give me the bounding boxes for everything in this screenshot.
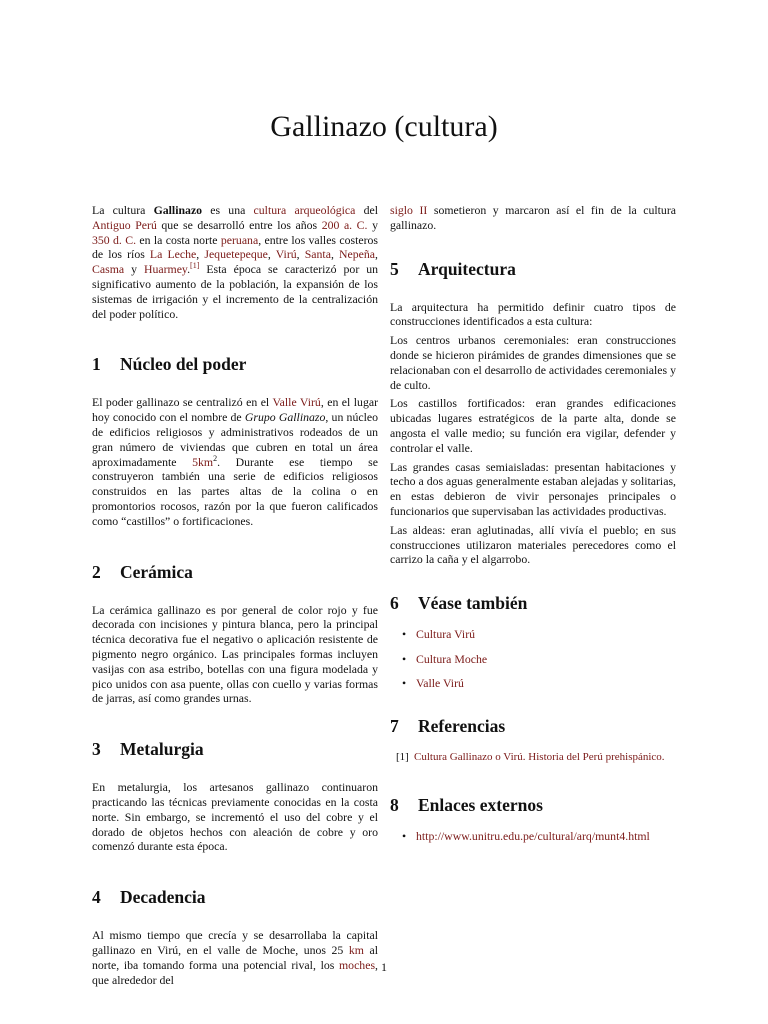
list-item: [390, 652, 676, 667]
intro-bold-gallinazo: Gallinazo: [153, 203, 203, 217]
section-heading-enlaces: [390, 795, 676, 815]
intro-text: , entre los valles costeros de los ríos: [92, 232, 379, 262]
intro-text: La cultura: [92, 203, 154, 217]
link-casma[interactable]: Casma: [92, 262, 125, 277]
section-title: Véase también: [418, 593, 528, 614]
section-ceramica-paragraph: La cerámica gallinazo es por general de color rojo y fue decorada con incisiones y pintura blanca, pero la principal técnica decorativa fue el negativo o aplicación resistente de pigmento negro orgánico. Las principales formas incluyen vasijas con asa estribo, botellas con una figura modelada y pico unidos con asa puente, ollas con cuello y varias formas de jarras, así como grandes urnas.: [92, 602, 378, 706]
paragraph-text: , en el lugar hoy conocido con el nombre de: [92, 395, 379, 425]
page-number: 1: [381, 960, 387, 974]
section-decadencia-paragraph-part2: [390, 203, 676, 233]
link-valle-viru-see-also[interactable]: Valle Virú: [416, 675, 464, 690]
section-number: 2: [92, 561, 101, 582]
link-5km[interactable]: 5km: [192, 454, 214, 469]
link-200-ac[interactable]: 200 a. C.: [321, 217, 368, 232]
list-item: [390, 676, 676, 691]
section-title: Metalurgia: [120, 739, 204, 760]
intro-text: y: [367, 217, 378, 232]
link-350-dc[interactable]: 350 d. C.: [92, 232, 137, 247]
paragraph-text: sometieron y marcaron así el fin de la cultura gallinazo.: [390, 203, 676, 232]
reference-number: [1]: [396, 750, 409, 763]
arquitectura-paragraph: Los centros urbanos ceremoniales: eran construcciones donde se hicieron pirámides de grandes dimensiones que se relacionaban con el desarrollo de actividades ceremoniales y de culto.: [390, 333, 676, 392]
paragraph-text: , que alrededor del: [92, 957, 378, 987]
section-number: 6: [390, 593, 399, 614]
link-nepena[interactable]: Nepeña: [339, 247, 376, 262]
section-number: 8: [390, 794, 399, 815]
intro-text: que se desarrolló entre los años: [156, 217, 322, 232]
right-column: [390, 203, 676, 853]
italic-grupo-gallinazo: Grupo Gallinazo: [244, 410, 326, 425]
section-metalurgia-paragraph: En metalurgia, los artesanos gallinazo continuaron practicando las técnicas previamente conocidas en la costa norte. Sin embargo, se incrementó el uso del cobre y el dorado de objetos hechos con aleación de cobre y oro comenzó durante esta época.: [92, 780, 378, 854]
link-cultura-arqueologica[interactable]: cultura arqueológica: [253, 203, 356, 217]
link-jequetepeque[interactable]: Jequetepeque: [204, 247, 268, 262]
section-decadencia-paragraph-part1: [92, 928, 378, 987]
link-valle-viru[interactable]: Valle Virú: [272, 395, 321, 410]
intro-text: y: [124, 262, 144, 277]
intro-separator: ,: [330, 247, 340, 262]
paragraph-text: al norte, iba tomando forma una potencial rival, los: [92, 942, 379, 972]
see-also-list: [390, 627, 676, 691]
link-km[interactable]: km: [348, 942, 364, 957]
intro-paragraph: [92, 203, 378, 321]
intro-separator: ,: [375, 247, 378, 262]
superscript-2: 2: [213, 453, 218, 463]
link-santa[interactable]: Santa: [304, 247, 331, 262]
section-number: 4: [92, 887, 101, 908]
link-viru[interactable]: Virú: [275, 247, 297, 262]
section-number: 7: [390, 715, 399, 736]
arquitectura-paragraph: Las aldeas: eran aglutinadas, allí vivía el pueblo; en sus construcciones utilizaron materiales perecedores como el carrizo la caña y el algarrobo.: [390, 522, 676, 567]
section-title: Enlaces externos: [418, 794, 543, 815]
section-heading-decadencia: [92, 887, 378, 907]
section-heading-nucleo: [92, 354, 378, 374]
arquitectura-paragraph: La arquitectura ha permitido definir cuatro tipos de construcciones identificados a esta cultura:: [390, 299, 676, 329]
external-link-unitru[interactable]: http://www.unitru.edu.pe/cultural/arq/munt4.html: [416, 828, 650, 843]
intro-text: .: [187, 262, 191, 277]
intro-text: del: [355, 203, 379, 217]
paragraph-text: Al mismo tiempo que crecía y se desarrollaba la capital gallinazo en Virú, en el valle de Moche, unos 25: [92, 928, 378, 957]
reference-item: [390, 750, 676, 765]
intro-separator: ,: [196, 247, 205, 262]
citation-1[interactable]: [1]: [190, 261, 200, 271]
section-heading-metalurgia: [92, 739, 378, 759]
link-la-leche[interactable]: La Leche: [149, 247, 197, 262]
reference-link[interactable]: Cultura Gallinazo o Virú. Historia del Perú prehispánico.: [414, 750, 665, 763]
section-heading-arquitectura: [390, 259, 676, 279]
paragraph-text: . Durante ese tiempo se construyeron también una serie de edificios religiosos construidos en las partes altas de la colina o en promontorios rocosos, razón por la que fueron calificados como “castillos” o fortificaciones.: [92, 454, 378, 528]
link-peruana[interactable]: peruana: [220, 232, 259, 247]
section-nucleo-paragraph: [92, 395, 378, 528]
link-huarmey[interactable]: Huarmey: [143, 262, 188, 277]
section-number: 1: [92, 354, 101, 375]
paragraph-text: , un núcleo de edificios religiosos y administrativos rodeados de un gran número de viviendas que cubren en total un área aproximadamente: [92, 410, 378, 469]
link-siglo-ii[interactable]: siglo II: [390, 203, 428, 217]
external-links-list: [390, 829, 676, 844]
section-title: Referencias: [418, 715, 506, 736]
link-cultura-viru[interactable]: Cultura Virú: [416, 627, 476, 642]
section-heading-referencias: [390, 716, 676, 736]
section-heading-ceramica: [92, 562, 378, 582]
intro-separator: ,: [296, 247, 305, 262]
section-title: Núcleo del poder: [120, 354, 247, 375]
left-column: [92, 203, 378, 991]
list-item: [390, 627, 676, 642]
section-heading-vease: [390, 593, 676, 613]
arquitectura-paragraph: Los castillos fortificados: eran grandes edificaciones ubicadas lugares estratégicos de la parte alta, donde se angosta el valle medio; su función era vigilar, defender y controlar el valle.: [390, 396, 676, 455]
section-title: Decadencia: [120, 887, 206, 908]
link-antiguo-peru[interactable]: Antiguo Perú: [92, 217, 157, 232]
list-item: [390, 829, 676, 844]
page-title: Gallinazo (cultura): [270, 110, 498, 143]
intro-text: en la costa norte: [136, 232, 221, 247]
section-number: 3: [92, 739, 101, 760]
link-moches[interactable]: moches: [339, 957, 376, 972]
section-number: 5: [390, 258, 399, 279]
intro-text: es una: [202, 203, 254, 217]
section-title: Cerámica: [120, 561, 193, 582]
arquitectura-paragraph: Las grandes casas semiaisladas: presentan habitaciones y techo a dos aguas generalmente estaban alejadas y solitarias, en estas debieron de vivir personajes principales o funcionarios que supervisaban las actividades productivas.: [390, 459, 676, 518]
intro-text: Esta época se caracterizó por un significativo aumento de la población, la expansión de los sistemas de irrigación y el incremento de la centralización del poder político.: [92, 262, 379, 321]
paragraph-text: El poder gallinazo se centralizó en el: [92, 395, 273, 410]
link-cultura-moche[interactable]: Cultura Moche: [416, 651, 488, 666]
section-title: Arquitectura: [418, 258, 516, 279]
intro-separator: ,: [267, 247, 276, 262]
